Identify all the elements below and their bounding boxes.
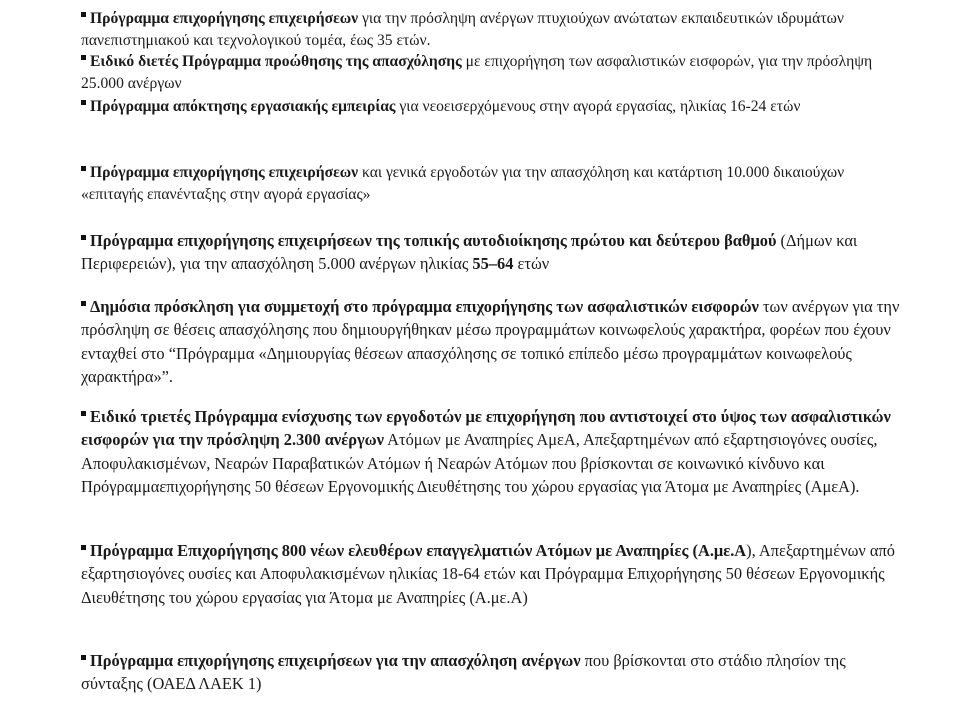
paragraph-disability-employers <box>81 405 911 498</box>
paragraph-pre-retirement <box>81 649 911 696</box>
program-title: Πρόγραμμα Επιχορήγησης 800 νέων ελευθέρων επαγγελματιών Ατόμων με Αναπηρίες (Α.με.Α <box>90 541 747 560</box>
paragraph-work-experience <box>81 96 911 118</box>
program-title: Πρόγραμμα επιχορήγησης επιχειρήσεων <box>90 164 359 181</box>
bullet-square-icon <box>81 301 86 306</box>
program-description: για νεοεισερχόμενους στην αγορά εργασίας, ηλικίας 16-24 ετών <box>395 98 801 115</box>
program-title: Ειδικό τριετές Πρόγραμμα ενίσχυσης των εργοδοτών με επιχορήγηση που αντιστοιχεί στο ύψος των ασφαλιστικών εισφορών για την πρόσληψη 2.300 ανέργων <box>81 407 891 450</box>
bullet-square-icon <box>81 545 86 550</box>
bullet-square-icon <box>81 166 86 171</box>
bullet-square-icon <box>81 411 86 416</box>
paragraph-graduate-hiring <box>81 8 881 52</box>
paragraph-local-government <box>81 229 911 276</box>
program-description: των ανέργων για την πρόσληψη σε θέσεις απασχόλησης που δημιουργήθηκαν μέσω προγραμμάτων κοινωφελούς χαρακτήρα, φορέων που έχουν ενταχθεί στο “Πρόγραμμα «Δημιουργίας θέσεων απασχόλησης σε τοπικό επίπεδο μέσω προγραμμάτων κοινωφελούς χαρακτήρα»”. <box>81 297 900 386</box>
program-title: Ειδικό διετές Πρόγραμμα προώθησης της απασχόλησης <box>90 53 462 70</box>
program-title: Πρόγραμμα απόκτησης εργασιακής εμπειρίας <box>90 98 396 115</box>
bullet-square-icon <box>81 55 86 60</box>
program-description: που βρίσκονται στο στάδιο πλησίον της σύνταξης (ΟΑΕΔ ΛΑΕΚ 1) <box>81 651 846 694</box>
bullet-square-icon <box>81 655 86 660</box>
program-description: για την πρόσληψη ανέργων πτυχιούχων ανώτατων εκπαιδευτικών ιδρυμάτων πανεπιστημιακού και τεχνολογικού τομέα, έως 35 ετών. <box>81 10 844 50</box>
bullet-square-icon <box>81 100 86 105</box>
program-title: Δημόσια πρόσκληση για συμμετοχή στο πρόγραμμα επιχορήγησης των ασφαλιστικών εισφορών <box>90 297 759 316</box>
bullet-square-icon <box>81 12 86 17</box>
program-description-end: ετών <box>513 254 550 274</box>
program-description: (Δήμων και Περιφερειών), για την απασχόληση 5.000 ανέργων ηλικίας <box>81 231 858 274</box>
program-title: Πρόγραμμα επιχορήγησης επιχειρήσεων της τοπικής αυτοδιοίκησης πρώτου και δεύτερου βαθμού <box>90 231 777 250</box>
program-description: με επιχορήγηση των ασφαλιστικών εισφορών, για την πρόσληψη 25.000 ανέργων <box>81 53 873 93</box>
program-description: ), Απεξαρτημένων από εξαρτησιογόνες ουσίες και Αποφυλακισμένων ηλικίας 18-64 ετών και Πρόγραμμα Επιχορήγησης 50 θέσεων Εργονομικής Διευθέτησης του χώρου εργασίας για Άτομα με Αναπηρίες (Α.με.Α) <box>81 541 895 607</box>
program-description: Ατόμων με Αναπηρίες ΑμεΑ, Απεξαρτημένων από εξαρτησιογόνες ουσίες, Αποφυλακισμένων, Νεαρών Παραβατικών Ατόμων ή Νεαρών Ατόμων που βρίσκονται σε κοινωνικό κίνδυνο και Πρόγραμμαεπιχορήγησης 50 θέσεων Εργονομικής Διευθέτησης του χώρου εργασίας για Άτομα με Αναπηρίες (ΑμεΑ). <box>81 430 878 496</box>
bullet-square-icon <box>81 235 86 240</box>
program-description: και γενικά εργοδοτών για την απασχόληση και κατάρτιση 10.000 δικαιούχων «επιταγής επανένταξης στην αγορά εργασίας» <box>81 164 845 204</box>
paragraph-reintegration-voucher <box>81 162 881 206</box>
program-title: Πρόγραμμα επιχορήγησης επιχειρήσεων <box>90 10 359 27</box>
paragraph-insurance-subsidy <box>81 51 881 95</box>
paragraph-self-employed <box>81 539 911 609</box>
paragraph-public-call <box>81 295 911 388</box>
age-range: 55–64 <box>472 254 514 274</box>
program-title: Πρόγραμμα επιχορήγησης επιχειρήσεων για την απασχόληση ανέργων <box>90 651 581 670</box>
